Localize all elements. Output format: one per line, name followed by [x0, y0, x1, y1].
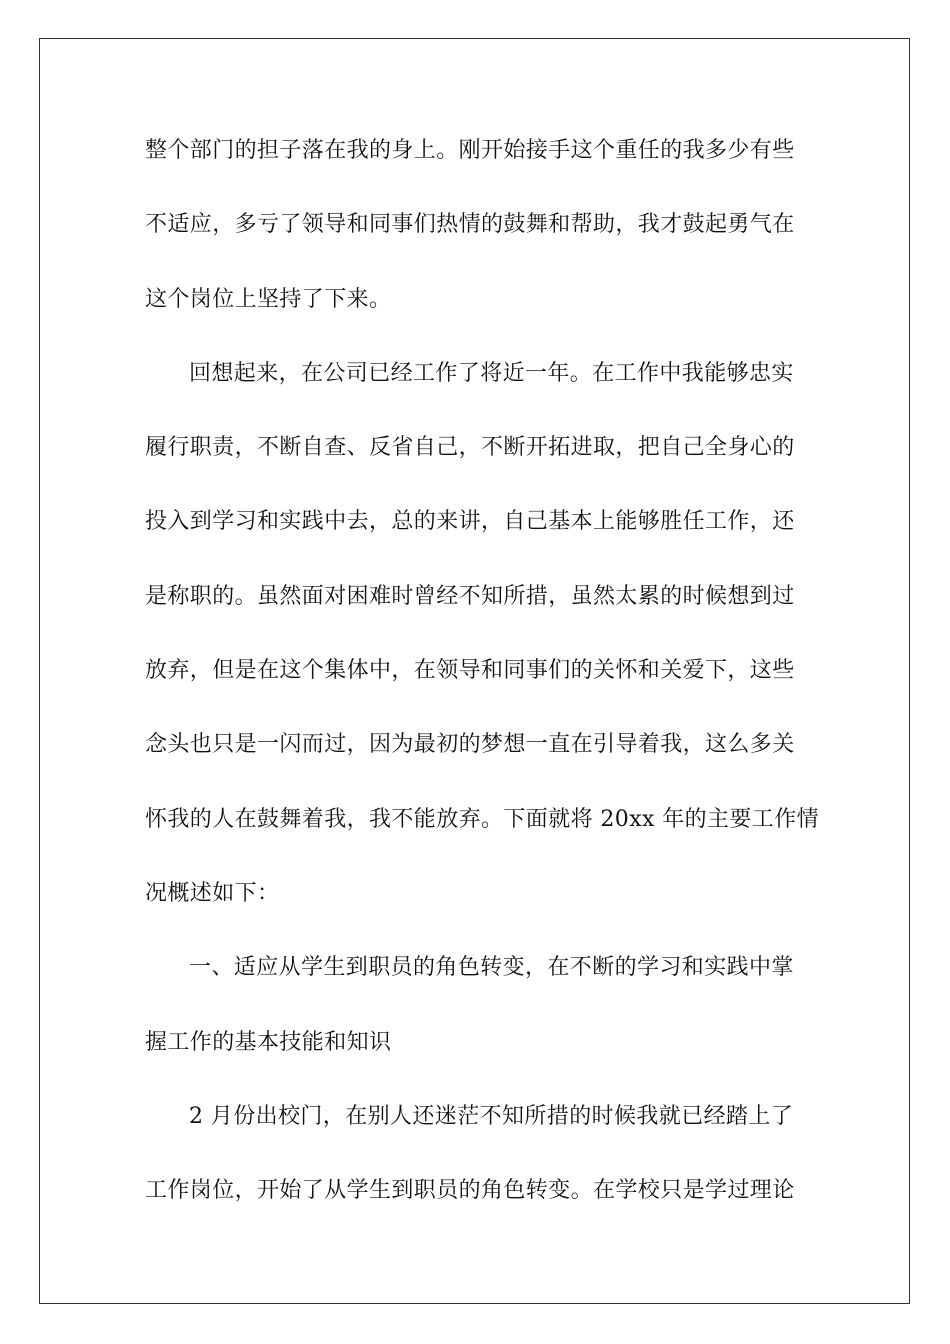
text-line: 投入到学习和实践中去，总的来讲，自己基本上能够胜任工作，还 — [145, 509, 795, 535]
text-line: 况概述如下： — [145, 880, 280, 906]
text-line: 是称职的。虽然面对困难时曾经不知所措，虽然太累的时候想到过 — [145, 583, 795, 609]
text-line: 工作岗位，开始了从学生到职员的角色转变。在学校只是学过理论 — [145, 1178, 795, 1204]
text-line: 整个部门的担子落在我的身上。刚开始接手这个重任的我多少有些 — [145, 138, 795, 163]
document-body — [145, 128, 819, 1242]
text-line: 履行职责，不断自查、反省自己，不断开拓进取，把自己全身心的 — [145, 435, 795, 461]
section-heading-line: 一、适应从学生到职员的角色转变，在不断的学习和实践中掌 — [189, 955, 794, 981]
text-line: 这个岗位上坚持了下来。 — [145, 286, 392, 312]
text-line: 不适应，多亏了领导和同事们热情的鼓舞和帮助，我才鼓起勇气在 — [145, 212, 795, 238]
text-line: 2 月份出校门，在别人还迷茫不知所措的时候我就已经踏上了 — [189, 1103, 794, 1129]
text-line: 怀我的人在鼓舞着我，我不能放弃。下面就将 20xx 年的主要工作情 — [145, 806, 819, 832]
text-line: 放弃，但是在这个集体中，在领导和同事们的关怀和关爱下，这些 — [145, 658, 795, 684]
text-line: 回想起来，在公司已经工作了将近一年。在工作中我能够忠实 — [189, 360, 794, 386]
section-heading-line: 握工作的基本技能和知识 — [145, 1029, 392, 1055]
text-line: 念头也只是一闪而过，因为最初的梦想一直在引导着我，这么多关 — [145, 732, 795, 758]
